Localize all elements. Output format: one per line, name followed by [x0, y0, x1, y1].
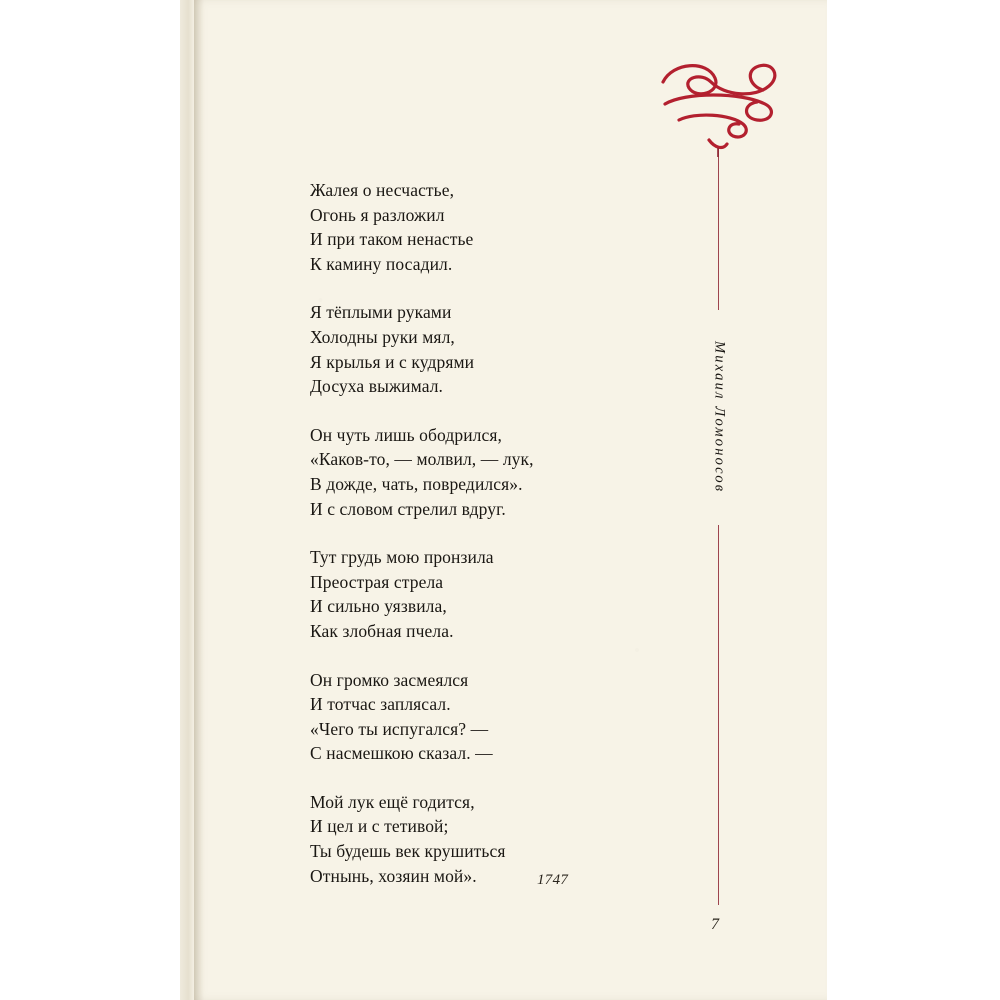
poem-stanza: [310, 423, 610, 521]
poem-line: Преострая стрела: [310, 571, 444, 592]
poem-line: Мой лук ещё годится,: [310, 791, 475, 812]
poem-line: Ты будешь век крушиться: [310, 841, 506, 862]
author-name-text: Михаил Ломоносов: [711, 341, 728, 494]
poem-stanza: [310, 668, 610, 766]
book-gutter: [180, 0, 194, 1000]
poem-year: 1747: [537, 872, 569, 888]
poem-stanza: [310, 545, 610, 643]
poem-line: В дожде, чать, повредился».: [310, 473, 523, 494]
poem-stanza: [310, 178, 610, 276]
poem-line: «Чего ты испугался? —: [310, 718, 489, 739]
poem-line: С насмешкою сказал. —: [310, 743, 493, 764]
poem-line: И цел и с тетивой;: [310, 816, 449, 837]
poem-line: Отнынь, хозяин мой».: [310, 865, 477, 886]
page-background-right: [827, 0, 1000, 1000]
poem-line: Жалея о несчастье,: [310, 180, 455, 200]
poem-line: Тут грудь мою пронзила: [310, 547, 494, 568]
poem-line: Я тёплыми руками: [310, 302, 452, 323]
poem-line: Досуха выжимал.: [310, 376, 444, 397]
poem-line: Он громко засмеялся: [310, 669, 469, 690]
poem-line: Огонь я разложил: [310, 204, 445, 225]
author-name-vertical: [704, 310, 734, 525]
poem-stanza: [310, 300, 610, 398]
poem-line: Я крылья и с кудрями: [310, 351, 475, 372]
poem-body: [310, 178, 610, 888]
poem-line: Как злобная пчела.: [310, 620, 454, 641]
poem-line: «Каков-то, — молвил, — лук,: [310, 449, 534, 470]
poem-line: Холодны руки мял,: [310, 326, 455, 347]
poem-line: Он чуть лишь ободрился,: [310, 424, 503, 445]
page-background-left: [0, 0, 180, 1000]
poem-line: И тотчас заплясал.: [310, 694, 451, 715]
vertical-rule: [718, 148, 719, 905]
poem-line: И при таком ненастье: [310, 229, 474, 250]
page-number: 7: [711, 916, 719, 933]
flourish-ornament-icon: [645, 52, 795, 157]
poem-line: К камину посадил.: [310, 253, 453, 274]
poem-line: И сильно уязвила,: [310, 596, 447, 617]
poem-line: И с словом стрелил вдруг.: [310, 498, 506, 519]
